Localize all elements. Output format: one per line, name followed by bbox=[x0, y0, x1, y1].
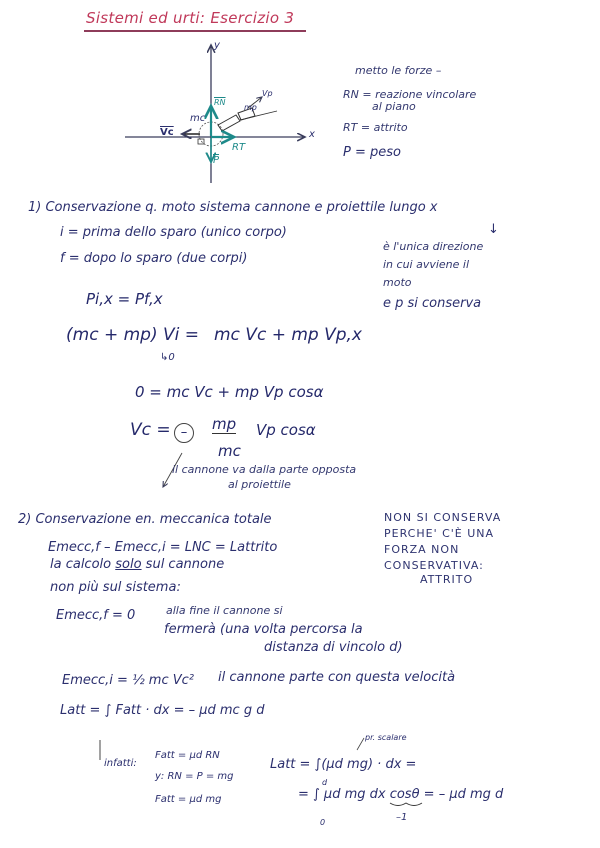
eq-momentum-conservation: Pi,x = Pf,x bbox=[86, 290, 163, 308]
section2-side-note-5: ATTRITO bbox=[420, 573, 474, 586]
eq-vc-numerator: mp bbox=[212, 415, 237, 433]
eq-vc-note: il cannone va dalla parte opposta bbox=[172, 463, 357, 476]
section2-side-note-4: CONSERVATIVA: bbox=[384, 559, 484, 572]
legend-rn-2: al piano bbox=[372, 100, 416, 113]
eq-vc-right: Vp cosα bbox=[256, 421, 316, 439]
eq-emecc-initial-note: il cannone parte con questa velocità bbox=[218, 670, 456, 685]
scalar-product-label: pr. scalare bbox=[365, 733, 407, 742]
minus-sign-circled: – bbox=[174, 423, 194, 443]
eq-emecc-final-note-2: fermerà (una volta percorsa la bbox=[164, 622, 363, 637]
legend-p: P = peso bbox=[343, 145, 401, 160]
eq-emecc-final: Emecc,f = 0 bbox=[56, 608, 136, 623]
eq-vc-denominator: mc bbox=[218, 442, 241, 460]
eq-x-component: 0 = mc Vc + mp Vp cosα bbox=[135, 383, 324, 401]
section1-side-note-1: è l'unica direzione bbox=[383, 240, 484, 253]
label-rt: RT bbox=[232, 142, 246, 153]
infatti-line-1: Fatt = μd RN bbox=[155, 750, 220, 761]
integral-line-2: = ∫ μd mg dx cosθ = – μd mg d bbox=[298, 787, 504, 802]
section2-side-note-2: PERCHE' C'È UNA bbox=[384, 527, 495, 540]
integral-line-1: Latt = ∫(μd mg) · dx = bbox=[270, 757, 417, 772]
section2-line2-c: sul cannone bbox=[141, 557, 225, 572]
eq-vc-note-2: al proiettile bbox=[228, 478, 291, 491]
section2-line2-solo: solo bbox=[115, 557, 142, 572]
section2-side-note-1: NON SI CONSERVA bbox=[384, 511, 502, 524]
label-p: $\overline{P}$ bbox=[213, 155, 220, 166]
integral-upper-limit: d bbox=[322, 778, 328, 787]
eq-vi-zero: ↳0 bbox=[160, 352, 175, 363]
section1-side-note-4: e p si conserva bbox=[383, 296, 482, 311]
eq-vc-left: Vc = bbox=[130, 420, 171, 440]
legend-rn: RN = reazione vincolare bbox=[343, 88, 477, 101]
label-mp: mp bbox=[244, 103, 257, 112]
section2-line2-a: la calcolo bbox=[50, 557, 116, 572]
legend-rt: RT = attrito bbox=[343, 121, 408, 134]
axis-y-label: y bbox=[214, 40, 220, 51]
section1-side-note-3: moto bbox=[383, 276, 412, 289]
eq-work-friction: Latt = ∫ Fatt · dx = – μd mc g d bbox=[60, 703, 265, 718]
eq-emecc-initial: Emecc,i = ½ mc Vc² bbox=[62, 673, 194, 688]
infatti-line-3: Fatt = μd mg bbox=[155, 794, 222, 805]
section1-i-definition: i = prima dello sparo (unico corpo) bbox=[60, 225, 287, 240]
integral-lower-limit: 0 bbox=[320, 818, 326, 827]
infatti-line-2: y: RN = P = mg bbox=[155, 771, 234, 782]
axis-x-label: x bbox=[309, 129, 315, 140]
section1-heading: 1) Conservazione q. moto sistema cannone e proiettile lungo x bbox=[28, 200, 438, 215]
eq-emecc-final-note: alla fine il cannone si bbox=[166, 604, 283, 617]
section1-side-note-2: in cui avviene il bbox=[383, 258, 470, 271]
section2-line2 bbox=[50, 557, 224, 572]
cos-value: –1 bbox=[396, 812, 408, 823]
section2-heading: 2) Conservazione en. meccanica totale bbox=[18, 512, 272, 527]
label-vp: Vp bbox=[262, 89, 273, 98]
eq-energy-balance: Emecc,f – Emecc,i = LNC = Lattrito bbox=[48, 540, 278, 555]
section2-side-note-3: FORZA NON bbox=[384, 543, 460, 556]
section2-line3: non più sul sistema: bbox=[50, 580, 181, 595]
eq-emecc-final-note-3: distanza di vincolo d) bbox=[264, 640, 403, 655]
label-vc: $\overline{Vc}$ bbox=[160, 127, 174, 138]
eq-momentum-left: (mc + mp) Vi = bbox=[66, 325, 199, 345]
section1-f-definition: f = dopo lo sparo (due corpi) bbox=[60, 251, 248, 266]
label-mc: mc bbox=[190, 113, 206, 124]
legend-intro: metto le forze – bbox=[355, 64, 442, 77]
arrow-down-icon: ↓ bbox=[488, 222, 499, 237]
page-title: Sistemi ed urti: Esercizio 3 bbox=[86, 9, 295, 27]
eq-momentum-right: mc Vc + mp Vp,x bbox=[214, 325, 362, 345]
infatti-label: infatti: bbox=[104, 758, 137, 769]
label-rn: $\overline{RN}$ bbox=[214, 98, 226, 107]
